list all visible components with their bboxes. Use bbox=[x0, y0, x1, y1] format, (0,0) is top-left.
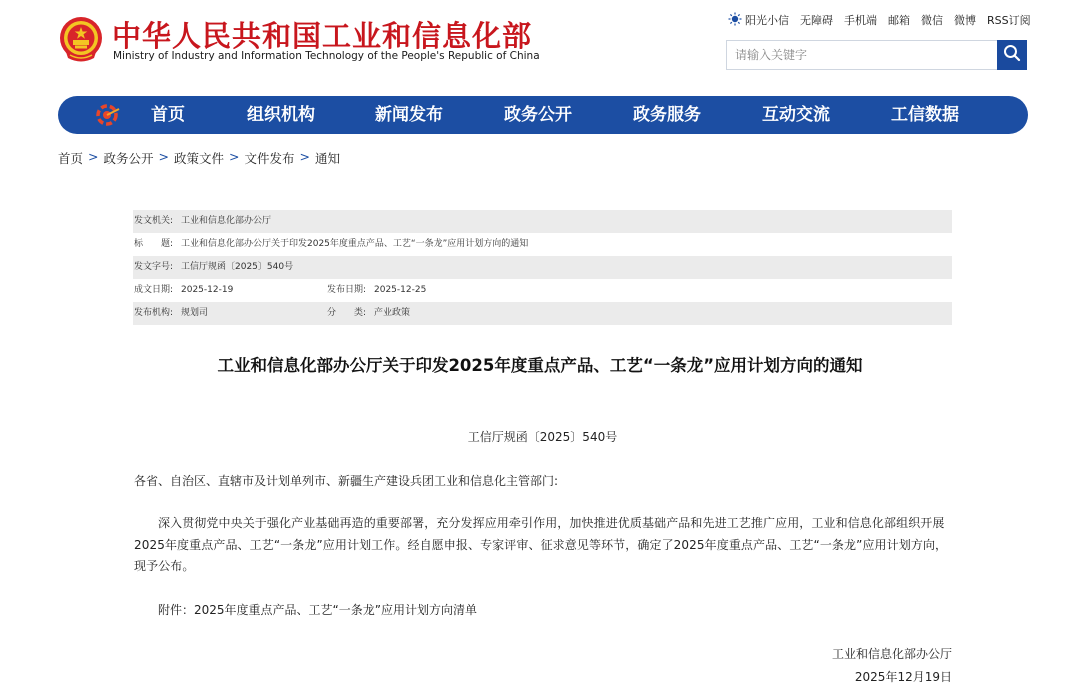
breadcrumb-home[interactable]: 首页 bbox=[58, 151, 84, 166]
meta-row-docno bbox=[133, 256, 952, 279]
meta-row-issuer bbox=[133, 210, 952, 233]
breadcrumb-government-affairs[interactable]: 政务公开 bbox=[103, 151, 154, 166]
nav-item-data[interactable]: 工信数据 bbox=[891, 105, 959, 125]
toplink-rss[interactable]: RSS订阅 bbox=[987, 14, 1031, 27]
nav-item-interaction[interactable]: 互动交流 bbox=[762, 105, 830, 125]
toplink-mobile[interactable]: 手机端 bbox=[844, 14, 877, 27]
main-nav bbox=[58, 96, 1028, 134]
document-metadata bbox=[133, 210, 952, 325]
meta-value-docno: 工信厅规函〔2025〕540号 bbox=[181, 262, 294, 272]
meta-value-issuer: 工业和信息化部办公厅 bbox=[181, 216, 272, 226]
meta-value-created: 2025-12-19 bbox=[181, 285, 234, 295]
toplink-mail[interactable]: 邮箱 bbox=[888, 14, 910, 27]
site-subtitle: Ministry of Industry and Information Technology of the People's Republic of China bbox=[113, 50, 540, 62]
breadcrumb-separator-icon: > bbox=[299, 149, 310, 164]
attachment-link[interactable]: 附件：2025年度重点产品、工艺“一条龙”应用计划方向清单 bbox=[158, 603, 477, 617]
breadcrumb-policy-documents[interactable]: 政策文件 bbox=[174, 151, 225, 166]
toplink-weibo[interactable]: 微博 bbox=[954, 14, 976, 27]
breadcrumb-separator-icon: > bbox=[158, 149, 169, 164]
search-input[interactable] bbox=[727, 41, 997, 69]
meta-label: 分 类: bbox=[327, 308, 367, 318]
meta-row-dates bbox=[133, 279, 952, 302]
toplink-accessibility[interactable]: 无障碍 bbox=[800, 14, 833, 27]
document-body: 深入贯彻党中央关于强化产业基础再造的重要部署，充分发挥应用牵引作用，加快推进优质基础产品和先进工艺推广应用，工业和信息化部组织开展2025年度重点产品、工艺“一条龙”应用计划工作。经自愿申报、专家评审、征求意见等环节，确定了2025年度重点产品、工艺“一条龙”应用计划方向，现予公布。 bbox=[134, 516, 948, 573]
search-button[interactable] bbox=[997, 40, 1027, 70]
search-icon bbox=[1003, 44, 1021, 66]
nav-item-news[interactable]: 新闻发布 bbox=[375, 105, 443, 125]
meta-label: 发布机构: bbox=[134, 308, 174, 318]
nav-item-organization[interactable]: 组织机构 bbox=[247, 105, 315, 125]
meta-row-title bbox=[133, 233, 952, 256]
document-addressee: 各省、自治区、直辖市及计划单列市、新疆生产建设兵团工业和信息化主管部门: bbox=[134, 474, 559, 488]
meta-value-category: 产业政策 bbox=[374, 308, 411, 318]
toplink-wechat[interactable]: 微信 bbox=[921, 14, 943, 27]
breadcrumb-file-release[interactable]: 文件发布 bbox=[244, 151, 295, 166]
breadcrumb-separator-icon: > bbox=[88, 149, 99, 164]
meta-label: 标 题: bbox=[134, 239, 174, 249]
breadcrumb-separator-icon: > bbox=[229, 149, 240, 164]
miit-logo-icon[interactable] bbox=[94, 103, 120, 127]
document-number: 工信厅规函〔2025〕540号 bbox=[467, 430, 618, 444]
top-links bbox=[728, 12, 1031, 28]
meta-value-org: 规划司 bbox=[181, 308, 209, 318]
toplink-label: 阳光小信 bbox=[745, 14, 789, 27]
document-title: 工业和信息化部办公厅关于印发2025年度重点产品、工艺“一条龙”应用计划方向的通知 bbox=[217, 356, 863, 375]
toplink-sunshine[interactable] bbox=[728, 12, 789, 29]
meta-label: 发文字号: bbox=[134, 262, 174, 272]
breadcrumb bbox=[58, 149, 340, 167]
national-emblem-icon[interactable] bbox=[58, 14, 104, 64]
site-title[interactable]: 中华人民共和国工业和信息化部 bbox=[112, 19, 533, 53]
site-header bbox=[0, 0, 1080, 96]
nav-item-government-affairs[interactable]: 政务公开 bbox=[504, 105, 572, 125]
document-signer: 工业和信息化部办公厅 bbox=[831, 647, 952, 661]
meta-label: 成文日期: bbox=[134, 285, 174, 295]
nav-item-government-services[interactable]: 政务服务 bbox=[633, 105, 701, 125]
meta-value-published: 2025-12-25 bbox=[374, 285, 427, 295]
breadcrumb-notice[interactable]: 通知 bbox=[315, 151, 341, 166]
document-date: 2025年12月19日 bbox=[854, 670, 952, 684]
meta-label: 发文机关: bbox=[134, 216, 174, 226]
meta-value-title: 工业和信息化部办公厅关于印发2025年度重点产品、工艺“一条龙”应用计划方向的通知 bbox=[181, 239, 529, 249]
sun-icon bbox=[728, 12, 742, 29]
search-box bbox=[726, 40, 998, 70]
meta-row-org bbox=[133, 302, 952, 325]
nav-item-home[interactable]: 首页 bbox=[151, 105, 185, 125]
meta-label: 发布日期: bbox=[327, 285, 367, 295]
